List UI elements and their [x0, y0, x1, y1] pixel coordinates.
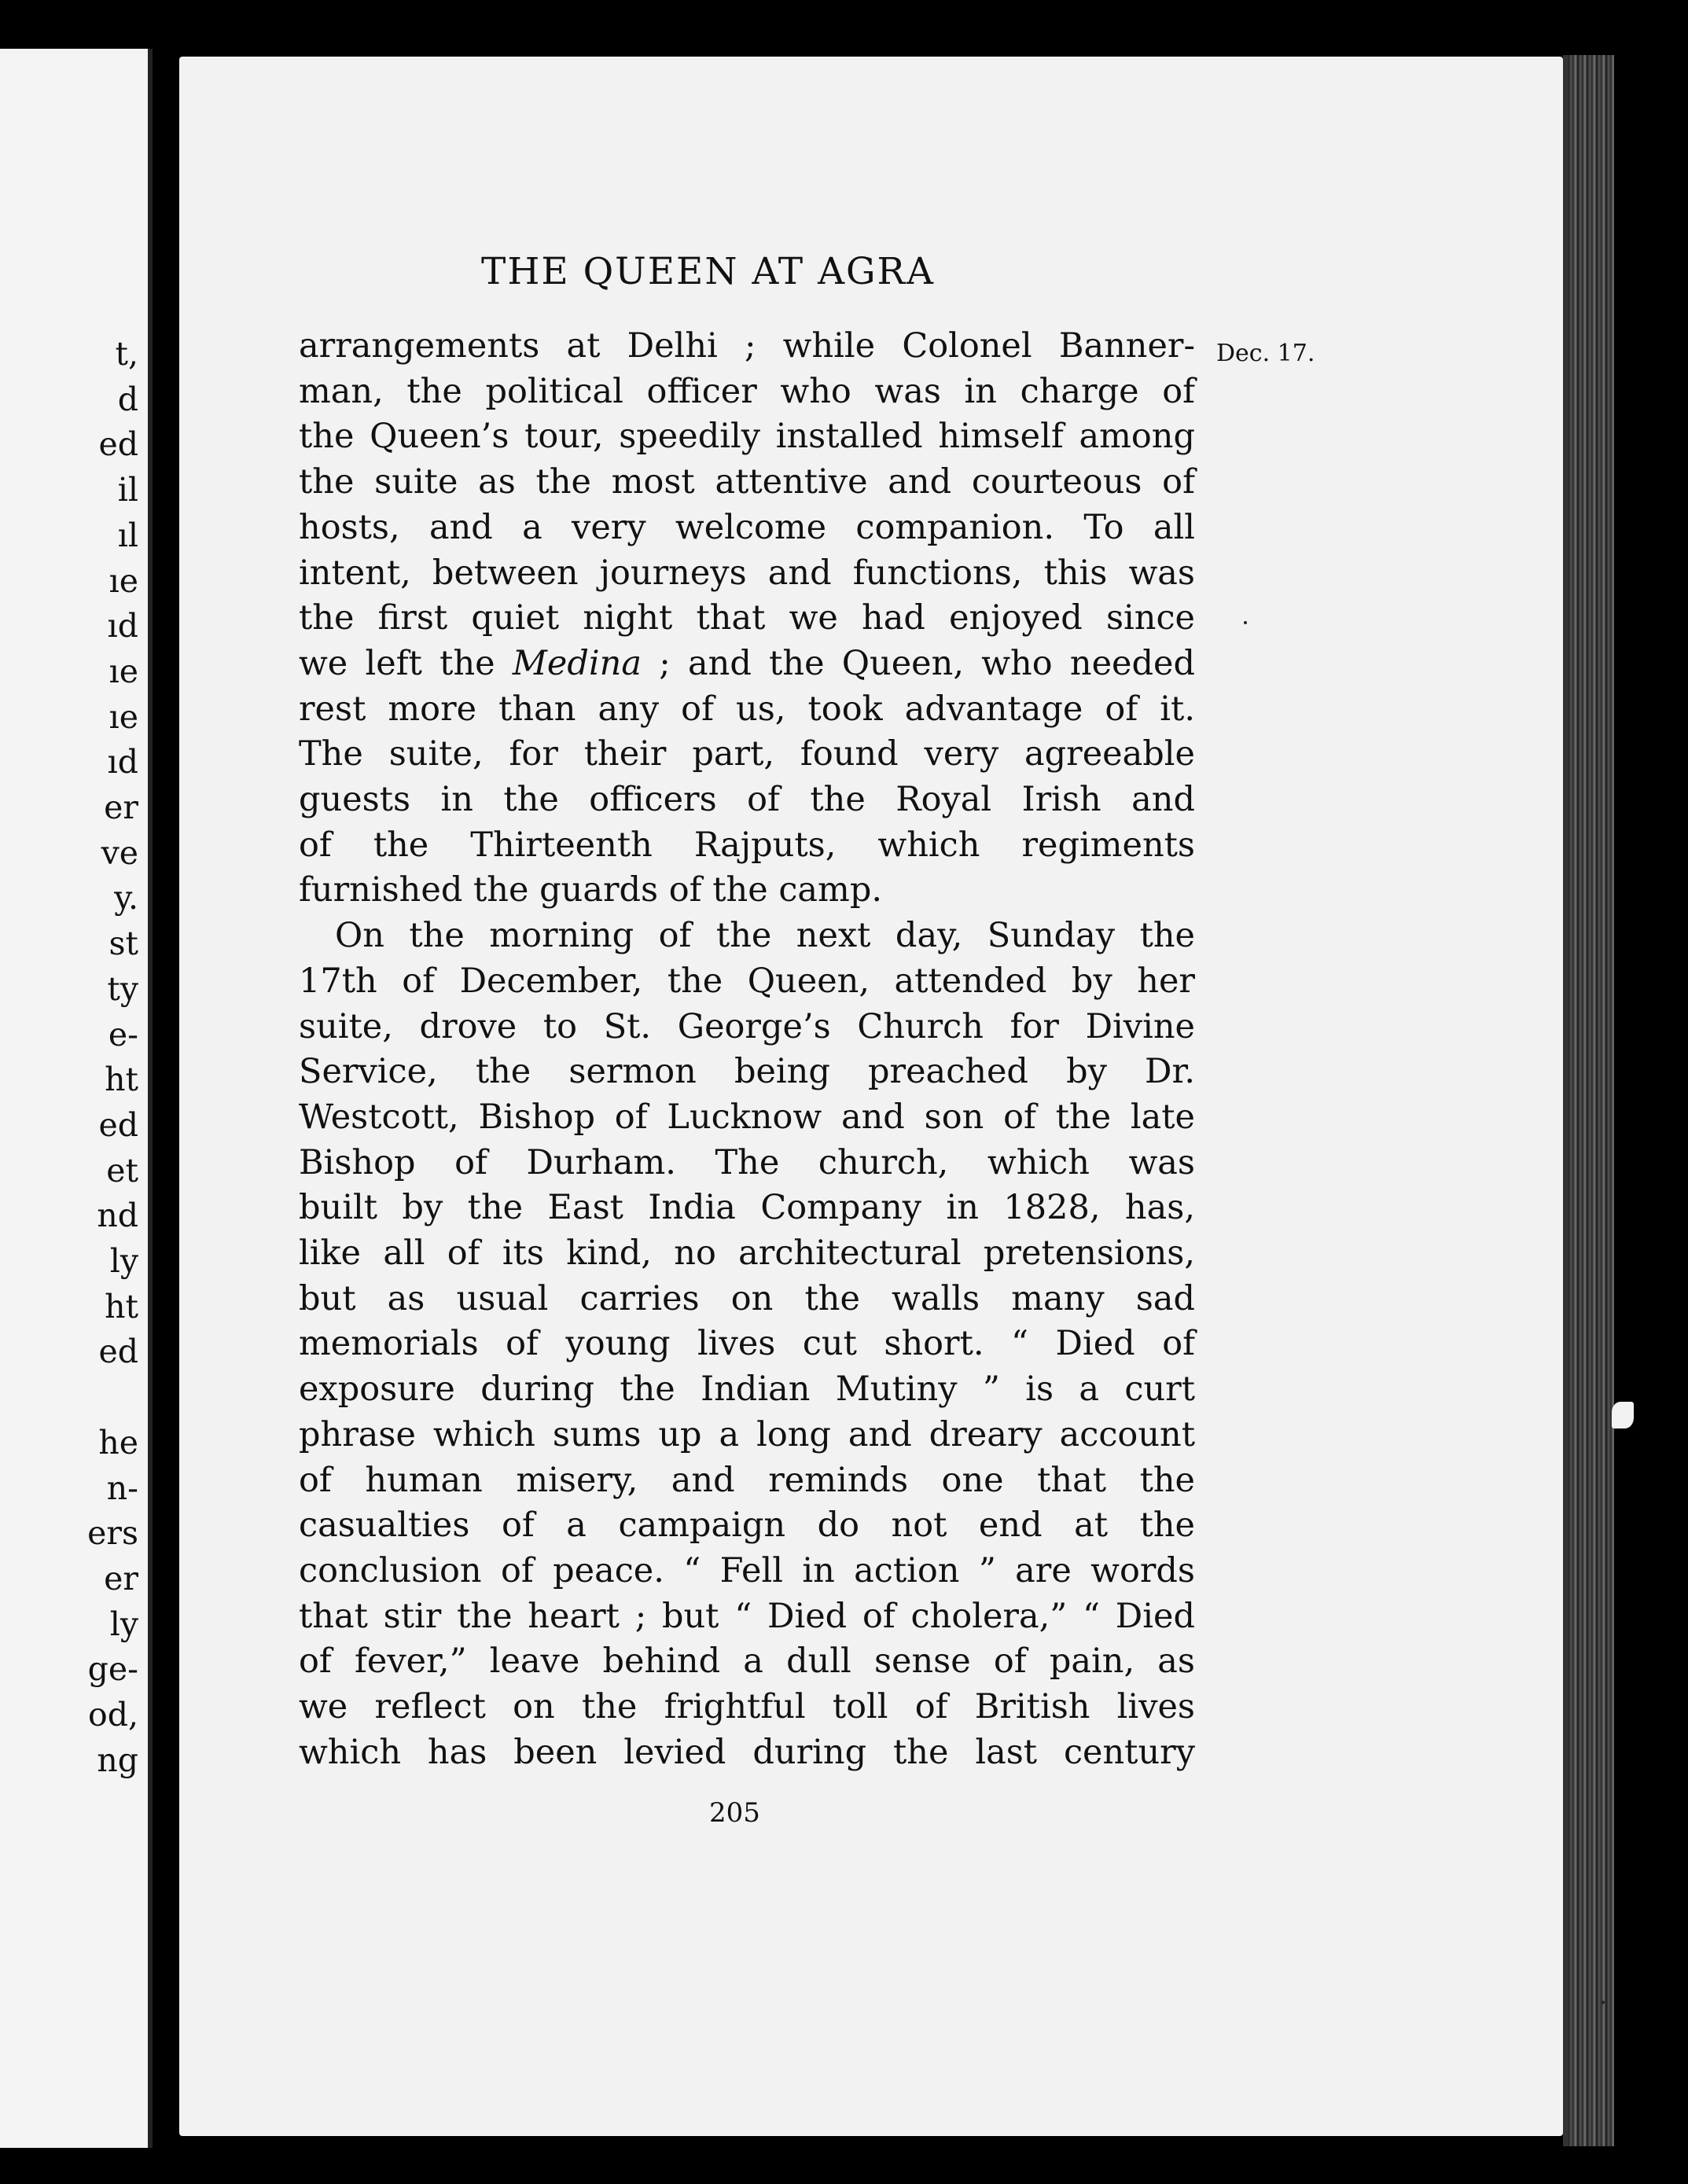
body-line: suite, drove to St. George’s Church for Divine [299, 1006, 1195, 1046]
body-line: memorials of young lives cut short. “ Died of [299, 1324, 1195, 1364]
body-line: the Queen’s tour, speedily installed himself among [299, 417, 1195, 457]
facing-page-fragment: et [106, 1151, 138, 1189]
speck [1244, 621, 1247, 624]
body-line: conclusion of peace. “ Fell in action ” are words [299, 1550, 1195, 1590]
body-line: that stir the heart ; but “ Died of cholera,” “ Died [299, 1596, 1195, 1636]
body-line: Service, the sermon being preached by Dr. [299, 1052, 1195, 1092]
facing-page-fragment: ıe [108, 561, 138, 600]
facing-page-fragment: od, [88, 1696, 138, 1734]
body-line: which has been levied during the last century [299, 1732, 1195, 1772]
facing-page-fragment: ıe [108, 697, 138, 736]
facing-page-fragment: ve [101, 833, 138, 872]
facing-page-fragment: ıd [107, 607, 138, 645]
body-line: we left the Medina ; and the Queen, who needed [299, 643, 1195, 683]
body-line: The suite, for their part, found very agreeable [299, 734, 1195, 774]
body-line: phrase which sums up a long and dreary account [299, 1414, 1195, 1454]
body-line: furnished the guards of the camp. [299, 870, 883, 910]
facing-page-fragment: ıd [107, 743, 138, 781]
facing-page-fragment: ly [109, 1605, 138, 1643]
facing-page-fragment: er [104, 1559, 138, 1598]
body-line: casualties of a campaign do not end at the [299, 1506, 1195, 1546]
body-line: Westcott, Bishop of Lucknow and son of the late [299, 1097, 1195, 1137]
body-line: Bishop of Durham. The church, which was [299, 1142, 1195, 1182]
facing-page-fragment: ly [109, 1242, 138, 1280]
body-line: of fever,” leave behind a dull sense of pain, as [299, 1642, 1195, 1682]
book-page [179, 57, 1563, 2136]
body-line: hosts, and a very welcome companion. To all [299, 507, 1195, 547]
facing-page-fragment: st [108, 925, 138, 963]
body-line: rest more than any of us, took advantage of it. [299, 689, 1195, 729]
book-fore-edge [1568, 55, 1614, 2146]
facing-page-fragment: n- [106, 1469, 138, 1507]
facing-page-fragment: ed [98, 1105, 138, 1144]
facing-page-fragment: ng [97, 1741, 138, 1779]
running-head: THE QUEEN AT AGRA [481, 250, 935, 293]
facing-page-fragment: ıe [108, 652, 138, 690]
body-line: we reflect on the frightful toll of British lives [299, 1687, 1195, 1726]
facing-page-fragment: ht [105, 1287, 138, 1325]
facing-page-fragment: he [98, 1423, 138, 1462]
facing-page-fragment: ed [98, 1333, 138, 1371]
facing-page-fragment: y. [114, 879, 138, 917]
body-line: guests in the officers of the Royal Irish and [299, 780, 1195, 819]
facing-page-fragment: ers [87, 1514, 138, 1553]
facing-page-fragment: t, [115, 335, 138, 373]
facing-page-fragment: er [104, 789, 138, 826]
facing-page-fragment: ed [98, 425, 138, 464]
body-line: of the Thirteenth Rajputs, which regiments [299, 825, 1195, 865]
facing-page-fragment: d [117, 380, 138, 418]
body-line: arrangements at Delhi ; while Colonel Banner- [299, 326, 1195, 366]
body-line: intent, between journeys and functions, this was [299, 553, 1195, 593]
page-number: 205 [709, 1797, 760, 1829]
facing-page-fragment: ht [105, 1061, 138, 1099]
facing-page-fragment: il [117, 471, 138, 509]
body-line: the suite as the most attentive and courteous of [299, 462, 1195, 502]
speck [1602, 2001, 1605, 2004]
body-line: built by the East India Company in 1828, has, [299, 1188, 1195, 1228]
facing-page-fragment: e- [108, 1015, 138, 1053]
body-line: man, the political officer who was in charge of [299, 371, 1195, 411]
body-line: On the morning of the next day, Sunday the [335, 916, 1195, 956]
body-line: 17th of December, the Queen, attended by her [299, 961, 1195, 1001]
body-line: exposure during the Indian Mutiny ” is a curt [299, 1370, 1195, 1410]
body-line: but as usual carries on the walls many sad [299, 1278, 1195, 1318]
body-line: like all of its kind, no architectural pretensions, [299, 1234, 1195, 1273]
facing-page-fragment: ty [107, 969, 138, 1008]
page-tab-mark [1612, 1402, 1634, 1428]
facing-page-edge [0, 49, 153, 2148]
facing-page-fragment: nd [97, 1197, 138, 1235]
facing-page-fragment: ge- [87, 1650, 138, 1689]
body-line: of human misery, and reminds one that the [299, 1460, 1195, 1500]
marginal-date-note: Dec. 17. [1216, 340, 1315, 367]
body-line: the first quiet night that we had enjoyed since [299, 598, 1195, 638]
facing-page-fragment: ıl [117, 516, 138, 554]
